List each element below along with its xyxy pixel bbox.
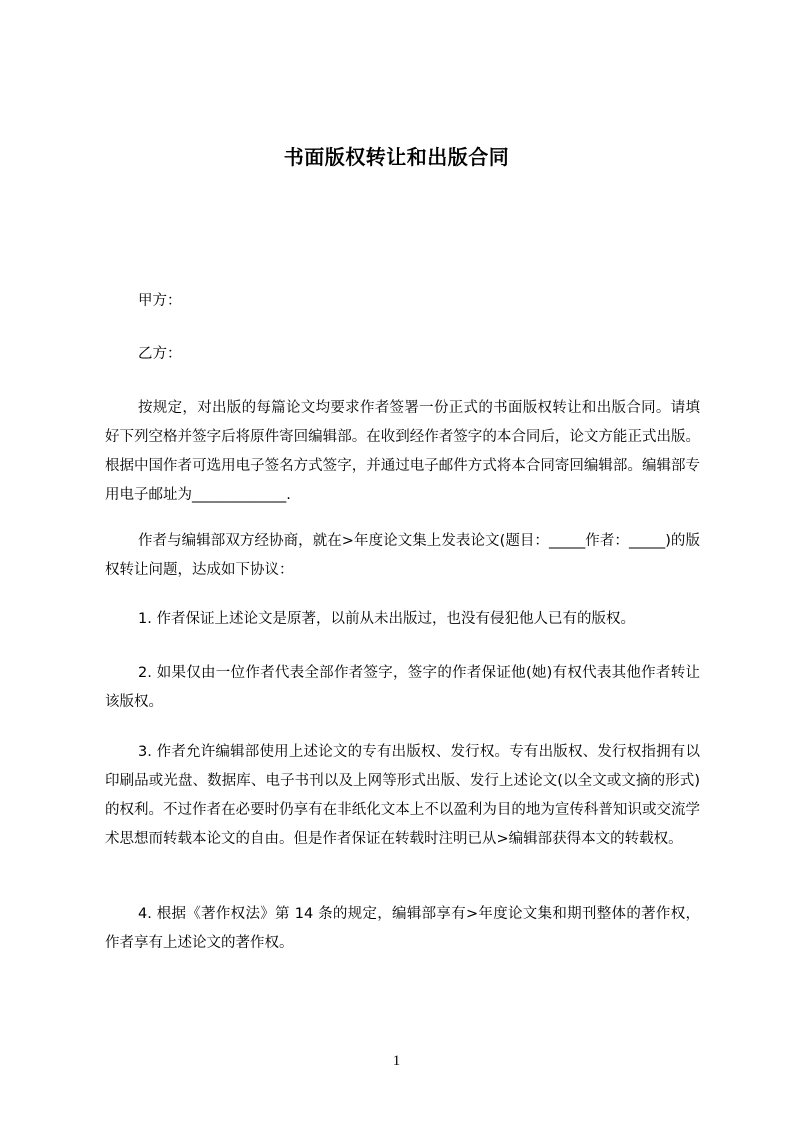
party-a-label: 甲方：	[138, 293, 182, 309]
page-number: 1	[392, 1053, 401, 1069]
intro-paragraph: 按规定，对出版的每篇论文均要求作者签署一份正式的书面版权转让和出版合同。请填好下列空格并签字后将原件寄回编辑部。在收到经作者签字的本合同后，论文方能正式出版。根据中国作者可选用电子签名方式签字，并通过电子邮件方式将本合同寄回编辑部。编辑部专用电子邮址为_____________.	[105, 400, 700, 503]
agreement-intro-paragraph: 作者与编辑部双方经协商，就在>年度论文集上发表论文(题目：_____作者：_____)的版权转让问题，达成如下协议：	[105, 533, 700, 578]
document-title: 书面版权转让和出版合同	[283, 145, 510, 169]
clause-4: 4. 根据《著作权法》第 14 条的规定，编辑部享有>年度论文集和期刊整体的著作权，作者享有上述论文的著作权。	[105, 906, 700, 951]
clause-1: 1. 作者保证上述论文是原著，以前从未出版过，也没有侵犯他人已有的版权。	[138, 611, 635, 627]
clause-3: 3. 作者允许编辑部使用上述论文的专有出版权、发行权。专有出版权、发行权指拥有以印刷品或光盘、数据库、电子书刊以及上网等形式出版、发行上述论文(以全文或文摘的形式)的权利。不过作者在必要时仍享有在非纸化文本上不以盈利为目的地为宣传科普知识或交流学术思想而转载本论文的自由。但是作者保证在转载时注明已从>编辑部获得本文的转载权。	[105, 744, 700, 847]
clause-2: 2. 如果仅由一位作者代表全部作者签字，签字的作者保证他(她)有权代表其他作者转让该版权。	[105, 665, 700, 710]
party-b-label: 乙方：	[138, 346, 182, 362]
